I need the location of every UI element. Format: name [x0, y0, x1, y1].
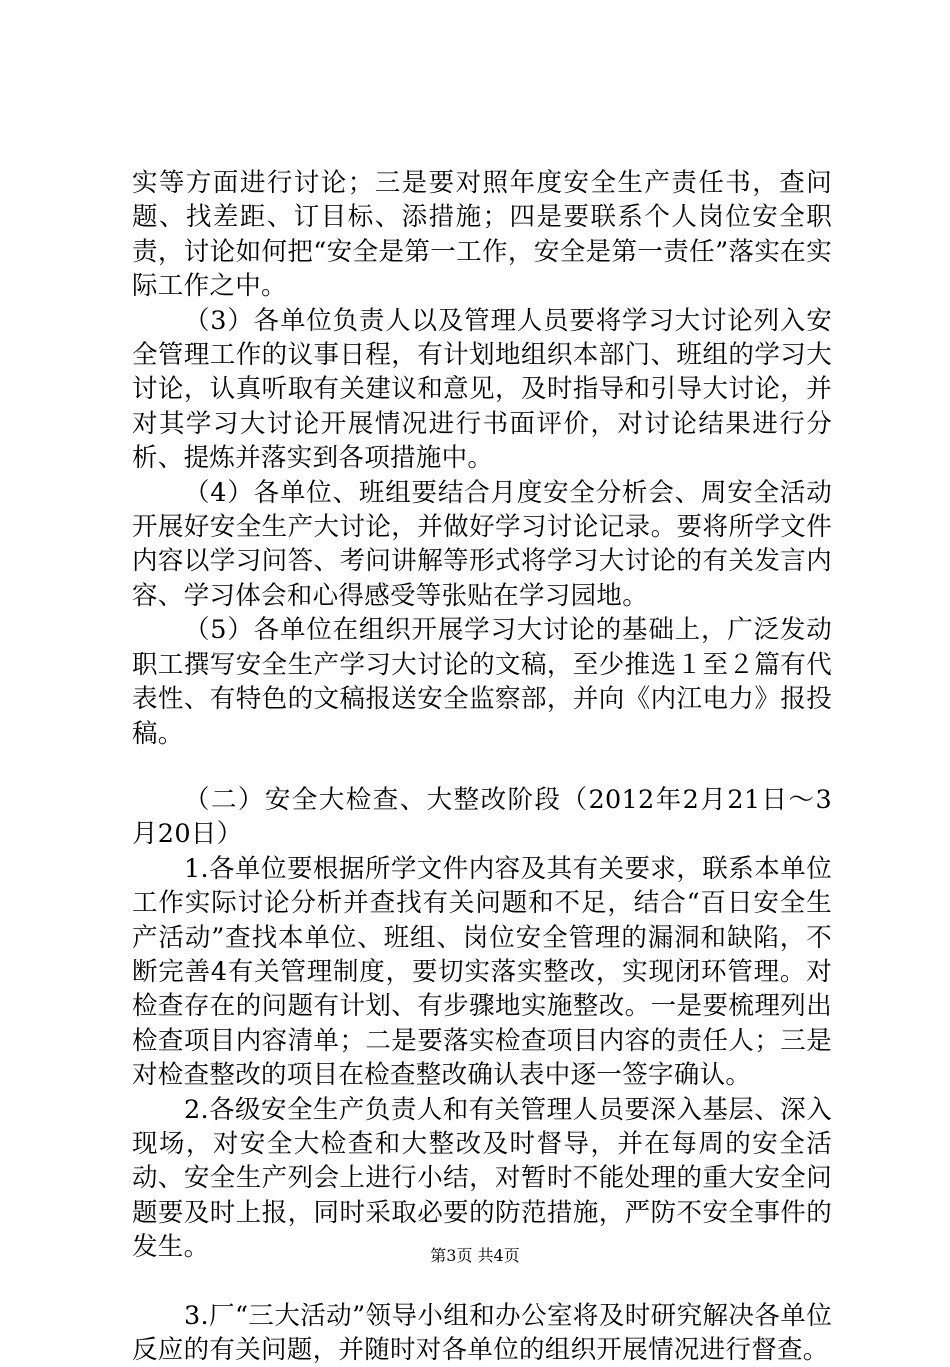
paragraph-point-1: 1.各单位要根据所学文件内容及其有关要求，联系本单位工作实际讨论分析并查找有关问题和不足，结合“百日安全生产活动”查找本单位、班组、岗位安全管理的漏洞和缺陷，不断完善4有关管理制度，要切实落实整改，实现闭环管理。对检查存在的问题有计划、有步骤地实施整改。一是要梳理列出检查项目内容清单；二是要落实检查项目内容的责任人；三是对检查整改的项目在检查整改确认表中逐一签字确认。 [132, 853, 832, 1091]
paragraph-continuation: 实等方面进行讨论；三是要对照年度安全生产责任书，查问题、找差距、订目标、添措施；四是要联系个人岗位安全职责，讨论如何把“安全是第一工作，安全是第一责任”落实在实际工作之中。 [132, 168, 832, 302]
paragraph-item-3: （3）各单位负责人以及管理人员要将学习大讨论列入安全管理工作的议事日程，有计划地组织本部门、班组的学习大讨论，认真听取有关建议和意见，及时指导和引导大讨论，并对其学习大讨论开展情况进行书面评价，对讨论结果进行分析、提炼并落实到各项措施中。 [132, 305, 832, 474]
paragraph-point-3: 3.厂“三大活动”领导小组和办公室将及时研究解决各单位反应的有关问题，并随时对各单位的组织开展情况进行督查。 [132, 1300, 832, 1365]
page-footer: 第3页 共4页 [430, 1246, 520, 1265]
paragraph-item-4: （4）各单位、班组要结合月度安全分析会、周安全活动开展好安全生产大讨论，并做好学习讨论记录。要将所学文件内容以学习问答、考问讲解等形式将学习大讨论的有关发言内容、学习体会和心得感受等张贴在学习园地。 [132, 477, 832, 611]
document-body [132, 166, 832, 1367]
paragraph-item-5: （5）各单位在组织开展学习大讨论的基础上，广泛发动职工撰写安全生产学习大讨论的文稿，至少推选１至２篇有代表性、有特色的文稿报送安全监察部，并向《内江电力》报投稿。 [132, 615, 832, 749]
section-heading-stage-2: （二）安全大检查、大整改阶段（2012年2月21日～3月20日） [132, 784, 832, 850]
paragraph-point-2: 2.各级安全生产负责人和有关管理人员要深入基层、深入现场，对安全大检查和大整改及时督导，并在每周的安全活动、安全生产列会上进行小结，对暂时不能处理的重大安全问题要及时上报，同时采取必要的防范措施，严防不安全事件的发生。 [132, 1094, 832, 1263]
